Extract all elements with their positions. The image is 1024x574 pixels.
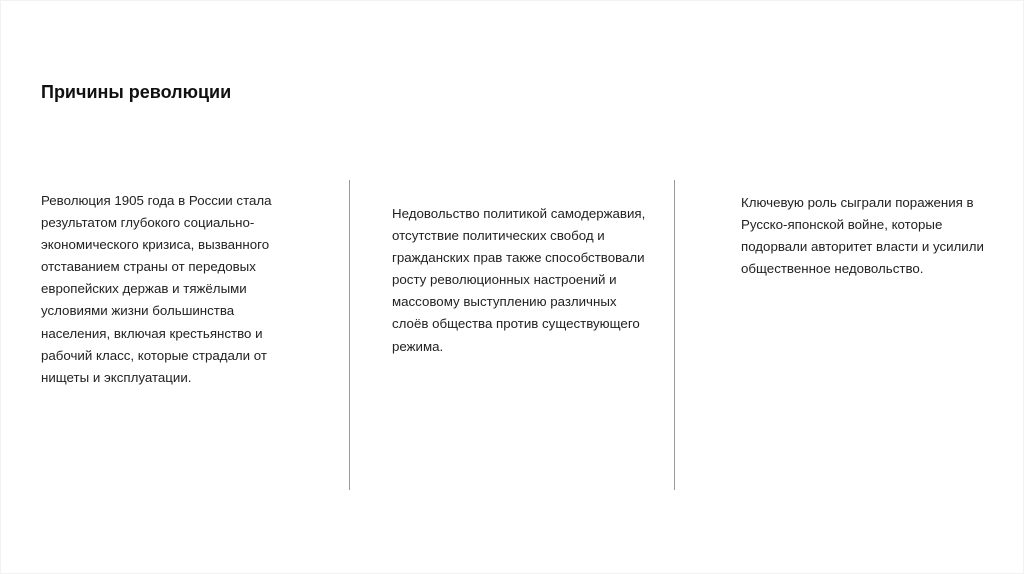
text-line: подорвали авторитет власти и усилили bbox=[741, 239, 984, 255]
text-line: отставанием страны от передовых bbox=[41, 259, 256, 275]
column-divider-2 bbox=[674, 180, 675, 490]
text-column-1 bbox=[41, 190, 296, 389]
text-line: массовому выступлению различных bbox=[392, 294, 617, 310]
text-column-3 bbox=[741, 192, 1011, 280]
text-line: Революция 1905 года в России стала bbox=[41, 193, 272, 208]
text-line: общественное недовольство. bbox=[741, 261, 924, 277]
text-line: нищеты и эксплуатации. bbox=[41, 369, 192, 385]
text-line: Ключевую роль сыграли поражения в bbox=[741, 195, 974, 210]
text-line: слоёв общества против существующего bbox=[392, 316, 640, 332]
text-line: экономического кризиса, вызванного bbox=[41, 237, 270, 253]
text-line: европейских держав и тяжёлыми bbox=[41, 281, 247, 297]
text-line: режима. bbox=[392, 338, 444, 354]
text-line: условиями жизни большинства bbox=[41, 303, 235, 319]
text-line: гражданских прав также способствовали bbox=[392, 250, 645, 266]
text-line: росту революционных настроений и bbox=[392, 272, 617, 288]
text-line: результатом глубокого социально- bbox=[41, 215, 255, 231]
text-line: отсутствие политических свобод и bbox=[392, 228, 605, 244]
column-divider-1 bbox=[349, 180, 350, 490]
text-line: населения, включая крестьянство и bbox=[41, 325, 263, 341]
text-column-2 bbox=[392, 203, 657, 358]
slide-title: Причины революции bbox=[41, 82, 232, 102]
text-line: рабочий класс, которые страдали от bbox=[41, 347, 267, 363]
text-line: Русско-японской войне, которые bbox=[741, 217, 943, 233]
text-line: Недовольство политикой самодержавия, bbox=[392, 206, 646, 221]
